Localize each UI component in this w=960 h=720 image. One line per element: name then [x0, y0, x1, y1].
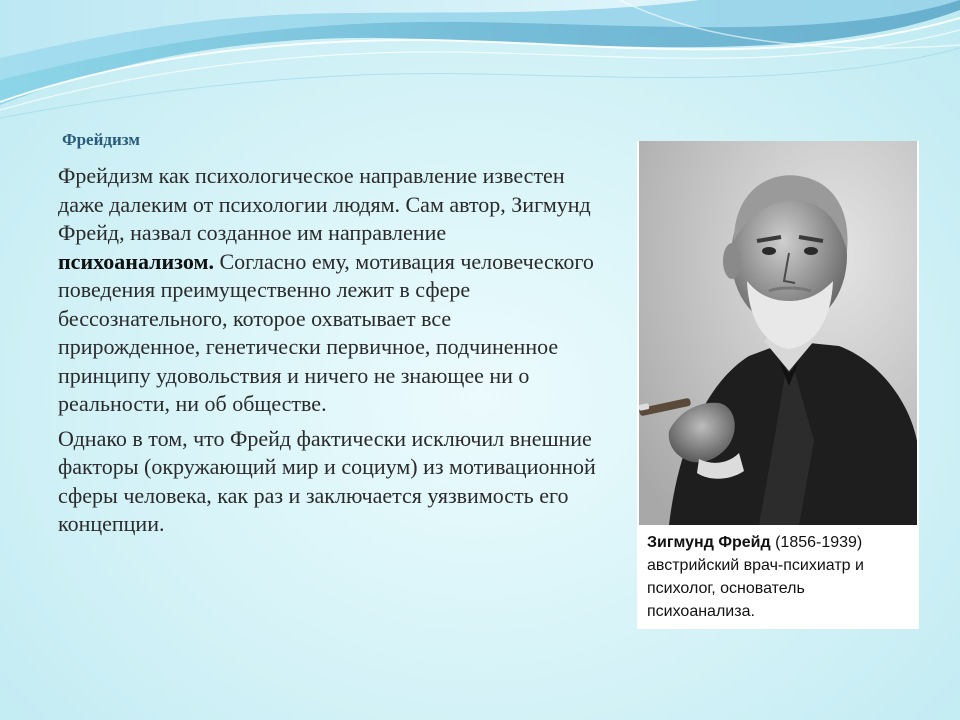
paragraph-1-text-end: Согласно ему, мотивация человеческого поведения преимущественно лежит в сфере бессознательного, которое охватывает все прирожденное, генетически первичное, подчиненное принципу удовольствия и ничего не знающее ни о реальности, ни об обществе.: [58, 248, 594, 416]
paragraph-2: Однако в том, что Фрейд фактически исключил внешние факторы (окружающий мир и социум) из мотивационной сферы человека, как раз и заключается уязвимость его концепции.: [58, 425, 596, 536]
paragraph-1: [58, 162, 598, 419]
paragraph-1-text-start: Фрейдизм как психологическое направление известен даже далеким от психологии людям. Сам автор, Зигмунд Фрейд, назвал созданное им направление: [58, 163, 591, 245]
caption-name: Зигмунд Фрейд: [647, 534, 771, 551]
wave-decoration: [0, 0, 960, 130]
portrait-caption: [647, 531, 913, 623]
portrait-photo: [639, 141, 917, 525]
body-text: [58, 162, 598, 545]
caption-dates: (1856-1939): [770, 534, 863, 551]
term-psychoanalysis: психоанализом.: [58, 248, 214, 274]
freud-portrait-image: [639, 141, 917, 525]
caption-description: австрийский врач-психиатр и психолог, основатель психоанализа.: [647, 557, 864, 620]
portrait-card: [637, 141, 919, 629]
slide-heading: Фрейдизм: [62, 130, 140, 149]
